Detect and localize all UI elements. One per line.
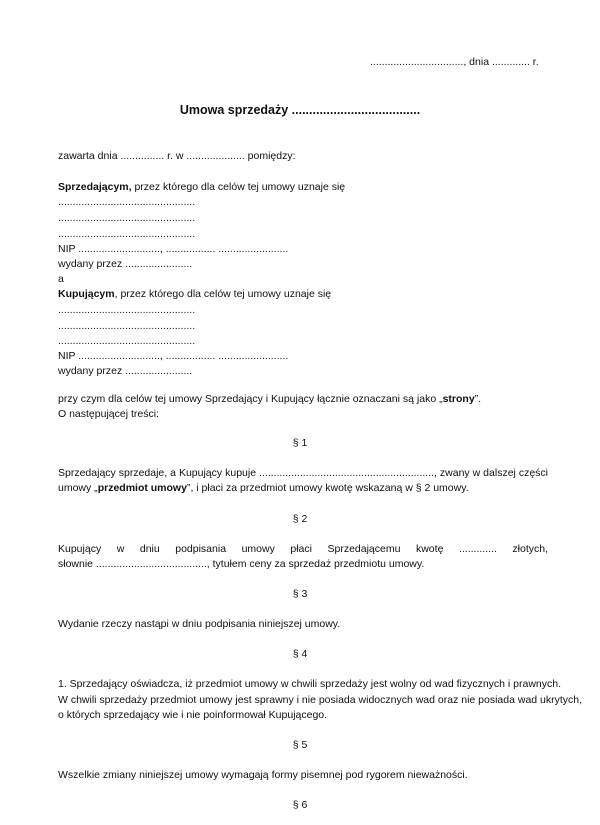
section-4-line-2: W chwili sprzedaży przedmiot umowy jest sprawny i nie posiada widocznych wad oraz nie posiada wad ukrytych, [58, 694, 583, 706]
seller-issued-by: wydany przez ....................... [58, 258, 193, 270]
parties-note-bold: strony [442, 393, 475, 405]
intro-line: zawarta dnia ............... r. w .................... pomiędzy: [58, 150, 296, 162]
section-1-line-2 [58, 482, 469, 495]
document-title: Umowa sprzedaży ..................................... [179, 103, 421, 117]
buyer-issued-by: wydany przez ....................... [58, 365, 193, 377]
buyer-nip: NIP ............................, ................. ........................ [58, 350, 289, 362]
seller-label: Sprzedającym, [58, 181, 132, 193]
seller-dotted-line-2: ............................................... [58, 212, 196, 224]
section-5-line-1: Wszelkie zmiany niniejszej umowy wymagają formy pisemnej pod rygorem nieważności. [58, 769, 468, 781]
section-2-heading: § 2 [292, 513, 308, 525]
section-1-line-2-pre: umowy „ [58, 482, 98, 494]
buyer-dotted-line-1: ............................................... [58, 304, 196, 316]
section-6-heading: § 6 [292, 799, 308, 811]
section-3-line-1: Wydanie rzeczy nastąpi w dniu podpisania niniejszej umowy. [58, 618, 341, 630]
parties-note-pre: przy czym dla celów tej umowy Sprzedający i Kupujący łącznie oznaczani są jako „ [58, 393, 443, 405]
seller-dotted-line-1: ............................................... [58, 196, 196, 208]
section-4-line-3: o których sprzedający wie i nie poinformował Kupującego. [58, 709, 328, 721]
following-content-line: O następującej treści: [58, 408, 159, 420]
section-1-heading: § 1 [292, 437, 308, 449]
section-1-line-2-bold: przedmiot umowy [97, 482, 187, 494]
parties-note-post: ”. [474, 393, 482, 405]
section-4-line-1: 1. Sprzedający oświadcza, iż przedmiot umowy w chwili sprzedaży jest wolny od wad fizycznych i prawnych. [58, 678, 562, 690]
section-1-line-2-post: ”, i płaci za przedmiot umowy kwotę wskazaną w § 2 umowy. [186, 482, 469, 494]
place-date-line: ................................, dnia ............. r. [370, 56, 539, 68]
seller-nip: NIP ............................, ................. ........................ [58, 243, 289, 255]
seller-desc: przez którego dla celów tej umowy uznaje się [131, 181, 346, 193]
buyer-dotted-line-2: ............................................... [58, 320, 196, 332]
parties-note [58, 393, 481, 406]
buyer-label: Kupującym [58, 288, 115, 300]
section-3-heading: § 3 [292, 588, 308, 600]
buyer-desc: , przez którego dla celów tej umowy uznaje się [114, 288, 332, 300]
buyer-dotted-line-3: ............................................... [58, 335, 196, 347]
buyer-heading [58, 288, 331, 301]
and-conjunction: a [58, 273, 64, 285]
section-2-line-1: Kupujący w dniu podpisania umowy płaci Sprzedającemu kwotę ............. złotych, [58, 543, 548, 555]
section-5-heading: § 5 [292, 739, 308, 751]
seller-heading [58, 181, 345, 194]
section-4-heading: § 4 [292, 648, 308, 660]
section-2-line-2: słownie ......................................, tytułem ceny za sprzedaż przedmiotu umowy. [58, 558, 425, 570]
section-1-line-1: Sprzedający sprzedaje, a Kupujący kupuje ............................................................, zwany w dalszej części [58, 467, 548, 479]
seller-dotted-line-3: ............................................... [58, 228, 196, 240]
